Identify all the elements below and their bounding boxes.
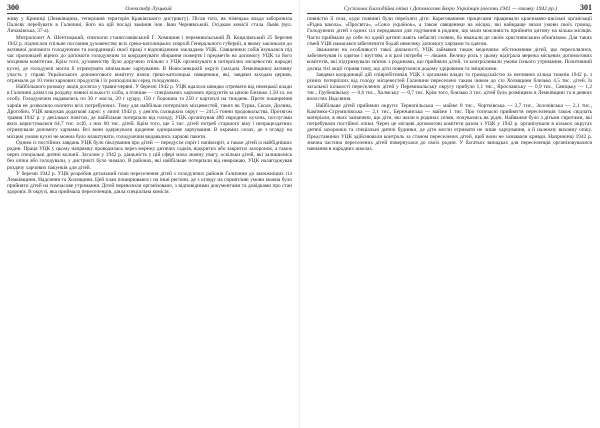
paragraph: живу у Криниці (Лемківщина, теперішня територія Краківського дистрикту). Після того, як німецька влада заборонила Палієву перебувати в Галичині, його на цій посаді замінив інж. Іван Чернявський. Осідком комісії стала Львів (вул. Личаківська, 37-а). <box>7 16 292 35</box>
right-page <box>307 3 592 423</box>
paragraph: У березні 1942 р. УЦК розробив детальний план переселення дітей з голодуючих районів Галичини до заможніших сіл Лемківщини, Надсяння та Холмщини. Цей план поширювався і на інші регіони, де з огляду на сприятливі умови можна було прийняти дітей на тимчасове утримання. Дітей перевозили організовано, з відповідними документами та довідками про стан здоров'я. В окрузі, яка приймала переселенців, діяла спеціальна комісія. <box>7 170 292 196</box>
paragraph: Зважаючи на особливості такої діяльності, УЦК займався також медичним обстеженням дітей, що переселялися, забезпечував їх одягом і взуттям, а в разі потреби — ліками. Велику роль у цьому відіграла мережа місцевих допомогових комітетів, які підтримували зв'язок з родинами, що прийняли дітей, та контролювали умови їхнього утримання. Позитивний досвід тієї акції сприяв тому, що діти поверталися додому здоровими та зміцнілими. <box>307 46 592 72</box>
right-running-head: Суспільна благодійна опіка і Допомогове Бюро Українців (восени 1941 — взимку 1942 рр.) <box>343 6 558 12</box>
left-page-body <box>7 16 292 420</box>
paragraph: Митрополит А. Шептицький, єпископи станиславівський Г. Хомишин і перемишльський Й. Коцилівський 25 березня 1942 р. підписали спільне послання духовенству всіх греко-католицьких єпархій Генерального губернії, в якому закликали до активної допомоги голодуючим та координації своєї праці з відповідними закладами УЦК. Священики собів`язувалися під час проповідей вірних до допомоги голодуючим та координувати збирання пожертв і предметів на допомогу УЦК та його місцевим комітетам. Крім того, духовенству було доручено спільно з УЦК організувати в потерпілих місцевостях народні кухні, де голодуючі могли б отримувати мінімальне харчування. В Новосанецькій окрузі (західна Лемківщина) активну участь у справі Українського допомогового комітету взяли греко-католицькі священики, які, завдяки заходам церкви, отримали до 10 тонн харчових продуктів і їх розподілили серед голодуючих. <box>7 34 292 84</box>
paragraph: повністю її села, куди повинні були переїхати діти. Корегованими процесами працювали краєзнавчо-шкільні організації «Рідна школа», «Просвіта», «Союз українок», а також священики на місцях, які найкраще знали умови своїх громад. Голодуючих дітей з одних сіл передавали для годування в родини, що мали можливість прийняти дитину на кілька місяців. Часто приймали до себе по одній дитині навіть небагаті селяни, бо вважали це своїм християнським обов'язком. Для таких сімей УЦК намагався забезпечити бодай невелику допомогу харчами та одягом. <box>307 16 592 47</box>
left-page <box>7 3 292 423</box>
right-page-header <box>307 3 592 14</box>
paragraph: Найбільшого розмаху акція досягла у травні-червні. У березні 1942 р. УЦК вдалося швидко отримати від німецької влади в Галичині дозвіл на роздачу певної кількості хліба, а пізніше — спеціальних харчових продуктів за ціною близько 1,50 зл. на особу. Голодуючим надавались по 30 г масла, 20 г цукру, 150 г борошна та 250 г картоплі на тиждень. Проте поширення харчів не дозволило охопити всіх потребуючих. Тому для найбільш потерпілих місцевостей, таких як Турка, Сколе, Долина, Дрогобич, УЦК вишукав додаткові харчі: у липні 1942 р. у дев'ять галицьких округ — 241,5 тонни продовольства. Протягом травня 1942 р. у декількох повітах, де найбільше потерпали від голоду, УЦК організував 486 народних кухонь, послугами яких користувалися 64,7 тис. осіб, з них 60 тис. дітей. Крім того, ще 5 тис. дітей потреб старшого віку і непрацездатних отримували допомогу харчами. Всі вони одержували щоденне одноразове харчування. В окремих селах, де з огляду на місцеві умови кухні не можна було влаштувати, голодуючим видавались харчові пакети. <box>7 84 292 140</box>
book-gutter <box>299 0 300 428</box>
right-page-body <box>307 16 592 420</box>
left-page-number: 300 <box>7 3 19 12</box>
left-running-head: Олександр Луцький <box>125 6 172 12</box>
right-page-number: 301 <box>580 3 592 12</box>
left-page-header <box>7 3 292 14</box>
paragraph: Найбільше дітей прийняли округи: Тернопільська — майже 8 тис., Чортківська — 2,7 тис., Золочівська — 2,1 тис., Кам'янко-Струмилівська — 2,1 тис., Бережанська — майже 1 тис. Про тогочасні прийняття переселенців також свідчать матеріали, в яких зазначено, що діти, які жили в родинах селян, почувались як рідні. Найважче було з дітьми сиротами, які потребували постійної опіки. Через це місцеві допомогові комітети разом з УЦК у 1942 р. організували в кількох округах дитячі захоронки та спеціальні дитячі будинки, де діти могли отримати не лише харчування, а й належну виховну опіку. Представники УЦК здійснювали контроль за станом переселених дітей, щоб вони не зазнавали кривди. Наприкінці 1942 р. значна частина переселених дітей повернулася до своїх родин. У багатьох випадках для переселенців організовувалися навчання в народних школах. <box>307 102 592 152</box>
paragraph: Завдяки координації дій співробітників УЦК з органами влади та громадськістю за неповних кілька тижнів 1942 р. з різних потерпілих від голоду місцевостей Галичини переселено таким чином до сіл Холмщини близько 4,5 тис. дітей. Із загальної кількості переселених дітей у Перемишльську округу прибуло 1,1 тис., Ярославську — 0,9 тис., Сяніцьку — 1,2 тис., Грубешівську — 0,6 тис., Холмську — 0,7 тис. Крім того, близько 3 тис. дітей було розміщено в Лемківщині та в деяких волостях Надсяння. <box>307 71 592 103</box>
paragraph: Одним із постійних завдань УЦК було піклування про дітей — передусім сиріт і напівсиріт, а також дітей із найбідніших родин. Праця УЦК у цьому напрямку проводилась через мережу дитячих садків, відкритих або закритих захоронок, а також через спеціальні дитячі колонії. Загалом у 1942 р. діяльність у цій сфері мала значну увагу, оскільки дітей, які залишились без опіки або голодували, у дистрикті було чимало. В районах, які найбільше потерпали від неврожаю, УЦК налагоджував роздачу харчових пакунків для дітей. <box>7 139 292 171</box>
